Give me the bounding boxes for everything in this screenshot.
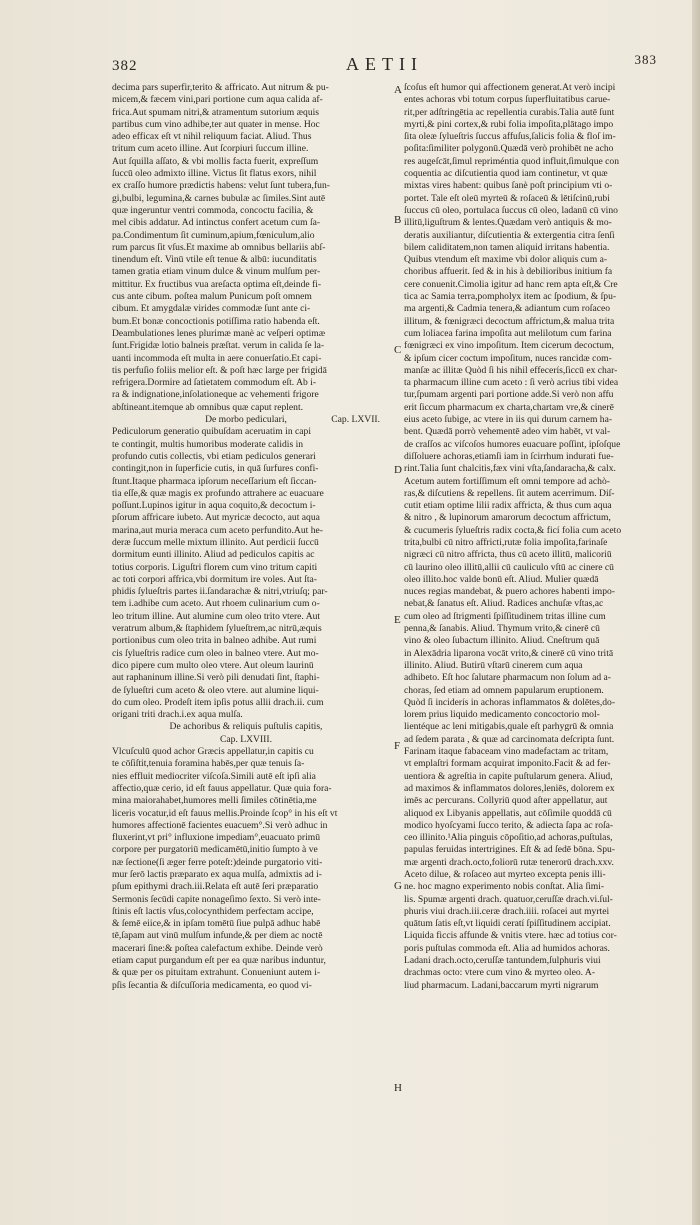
text-line: gi,bulbi, legumina,& carnes bubulæ ac ſimiles.Sint autē: [112, 192, 326, 204]
page-header: [112, 54, 657, 76]
text-line: quæ ingeruntur ventri commoda, concoctu facilia, &: [112, 204, 314, 216]
text-line: ad ſedem parata , & quæ ad carcinomata deſcripta ſunt.: [404, 733, 615, 745]
text-line: ac toti corpori affrica,vbi dormitum ire voles. Aut ſta-: [112, 573, 317, 585]
text-line: choribus affuerit. ſed & in his à debilioribus initium fa: [404, 266, 613, 278]
text-line: dico pipere cum multo oleo vtere. Aut oleum laurinū: [112, 659, 314, 671]
running-head: AETII: [346, 54, 423, 74]
text-line: deratis auxiliantur, diſcutientia & extergentia citra ſenſi: [404, 229, 615, 241]
text-line: Ladani drach.octo,ceruſſæ tantundem,ſulphuris viui: [404, 955, 601, 967]
text-line: ſuccus cū oleo, portulaca ſuccus cū oleo, ladanū cū vino: [404, 204, 618, 216]
text-line: tica ac Samia terra,pompholyx item ac ſpodium, & ſpu-: [404, 291, 617, 303]
text-line: trita,bulbi cū nitro affricti,rutæ folia impoſita,farinaſe: [404, 536, 608, 548]
text-line: in Alexādria liparona vocāt vrito,& cinerē cū vino tritā: [404, 647, 614, 659]
text-line: portionibus cum oleo trita in balneo adhibe. Aut rumi: [112, 635, 317, 647]
text-line: etiam caput purgandum eſt per ea quæ naribus induntur,: [112, 955, 326, 967]
text-line: adeo efficax eſt vt nihil reliquum faciat. Aliud. Thus: [112, 131, 312, 143]
text-line: & ipſum cicer coctum impoſitum, nuces rancidæ com-: [404, 352, 612, 364]
chapter-number-68: Cap. LXVIII.: [220, 733, 272, 745]
text-line: fœnigræci ex vino impoſitum. Item cicerum decoctum,: [404, 340, 614, 352]
page-edge: [692, 0, 700, 1225]
text-line: Aceto dilue, & roſaceo aut myrteo excepta penis illi-: [404, 869, 606, 880]
text-line: mina maiorahabet,humores melli ſimiles cōtinētia,me: [112, 795, 317, 807]
chapter-heading-68: De achoribus & reliquis puſtulis capitis,: [169, 721, 323, 733]
text-line: ne. hoc magno experimento nobis conſtat. Alia ſimi-: [404, 881, 605, 893]
text-line: mæ argenti drach.octo,foliorū rutæ tenerorū drach.xxv.: [404, 856, 614, 868]
text-line: do cum oleo. Prodeſt item ipſis potus allii drach.ii. cum: [112, 696, 324, 708]
text-line: uentiora & agreſtia in capite puſtularum genera. Aliud,: [404, 770, 613, 782]
text-line: penna,& ſanabis. Aliud. Thymum vrito,& cinerē cū: [404, 623, 600, 635]
text-line: modico hyoſcyami ſucco terito, & adiecta ſapa ac roſa-: [404, 819, 614, 831]
text-line: profundo cutis collectis, vbi etiam pediculos generari: [112, 450, 316, 462]
text-line: marina,aut muria meraca cum aceto perfundito.Aut he-: [112, 524, 323, 536]
text-line: adhibeto. Eſt hoc ſalutare pharmacum non ſolum ad a-: [404, 672, 611, 684]
text-line: mixtas vires habent: quibus ſanè poſt principium vti o-: [404, 180, 613, 192]
text-line: decima pars superfir,terito & affricato. Aut nitrum & pu-: [112, 82, 329, 93]
text-line: tis perfuſio foliis melior eſt. & poſt hæc large per frigidā: [112, 364, 327, 376]
left-paragraph-1: [112, 82, 380, 414]
chapter-heading-67: De morbo pediculari,: [205, 414, 287, 426]
text-line: lorem prius liquido medicamento concoctorio mol-: [404, 709, 600, 721]
text-line: illinito. Aliud. Butirū vſtarū cinerem cum aqua: [404, 659, 583, 671]
text-line: tinendum eſt. Vinū vtile eſt tenue & albū: iucunditatis: [112, 254, 317, 266]
text-line: micem,& fæcem vini,pari portione cum aqua calida af-: [112, 94, 323, 106]
text-line: refrigera.Dormire ad ſatietatem commodum eſt. Ab i-: [112, 377, 317, 389]
text-line: frica.Aut spumam nitri,& atramentum sutorium æquis: [112, 106, 320, 118]
text-line: lientéque ac leni mitigabis,quale eſt parhygrū & omnia: [404, 721, 614, 733]
text-line: pſis ſecantia & diſcuſſoria medicamenta, eo quod vi-: [112, 979, 312, 991]
text-line: ras,& diſcutiens & repellens. ſit autem acerrimum. Diſ-: [404, 487, 615, 499]
text-line: Acetum autem fortiſſimum eſt omni tempore ad achò-: [404, 475, 610, 487]
text-line: Quòd ſi inciderís in achoras inflammatos & dolētes,do-: [404, 696, 616, 708]
text-line: ſcoſus eſt humor qui affectionem generat.At verò incipi: [404, 82, 616, 93]
text-line: ſita oleæ ſylueſtris ſuccus affuſus,ſalicis folia & floſ im-: [404, 131, 616, 143]
text-line: Liquida ficcis affunde & vnitis vtere. hæc ad totius cor-: [404, 930, 617, 942]
text-line: veratrum album,& ſtaphidem ſylueſtrem,ac nitrū,æquis: [112, 623, 322, 635]
text-line: aut raphaninum illine.Si verò pili denudati ſint, ſtaphi-: [112, 672, 320, 684]
text-line: & ſemē eiice,& in ipſam tomētū ſiue pulpā adhuc habē: [112, 918, 321, 930]
text-line: ra & indignatione,inſolationeque ac vehementi frigore: [112, 389, 319, 401]
text-line: & nitro , & lupinorum amarorum decoctum affrictum,: [404, 512, 611, 524]
text-line: tia eſſe,& quæ magis ex profundo attrahere ac euacuare: [112, 487, 324, 499]
text-line: eius aceto ſubige, ac vtere in iis qui durum carnem ha-: [404, 414, 613, 426]
text-line: Sermonis ſecūdi capite nonageſimo ſexto. Si verò inte-: [112, 893, 321, 905]
text-line: Deambulationes lenes plurimæ manè ac veſperi optimæ: [112, 327, 326, 339]
text-line: Vlcuſculū quod achor Græcis appellatur,in capitis cu: [112, 746, 314, 758]
text-line: vt emplaſtri formam acquirat imponito.Facit & ad fer-: [404, 758, 611, 770]
text-line: lis. Spumæ argenti drach. quatuor,ceruſſæ drach.vi.ſul-: [404, 893, 613, 905]
text-line: phuris viui drach.iii.ceræ drach.iiii. roſacei aut myrtei: [404, 905, 610, 917]
text-line: ceo illinito.¹Alia pinguis cōpoſitio,ad achoras,puſtulas,: [404, 832, 613, 844]
text-line: te contingit, multis humoribus moderate calidis in: [112, 438, 304, 450]
left-paragraph-3: [112, 746, 380, 992]
text-line: bilem caliditatem,non tamen aliquid irritans habentia.: [404, 241, 610, 253]
text-line: te cōſiſtit,tenuia foramina habēs,per quæ tenuis ſa-: [112, 758, 305, 770]
text-line: vino & oleo ſubactum illinito. Aliud. Cneſtrum quā: [404, 635, 600, 647]
text-line: ſtinis eſt lactis vſus,colocynthidem perfectam accipe,: [112, 905, 314, 917]
margin-marker-g: G: [394, 880, 402, 892]
text-line: liud pharmacum. Ladani,baccarum myrti nigrarum: [404, 979, 599, 991]
text-line: quātum ſatis eſt,vt liquidi ceratí ſpiſſitudinem accipiat.: [404, 918, 611, 930]
text-line: de craſſos ac viſcoſos humores euacuare poſſint, ipſoſque: [404, 438, 621, 450]
text-line: oleo illito.hoc valde bonū eſt. Aliud. Mulier quædā: [404, 573, 599, 585]
text-line: cere conuenit.Cimolia igitur ad hanc rem apta eſt,& Cre: [404, 278, 618, 290]
text-line: rit,per adſtringētia ac repellentia curabis.Talia autē ſunt: [404, 106, 615, 118]
text-line: imēs ac percurans. Collyriū quod aſter appellatur, aut: [404, 795, 608, 807]
page-number-left: 382: [112, 58, 138, 74]
text-line: tē,ſapam aut vinū mulſum infunde,& per diem ac noctē: [112, 930, 323, 942]
text-line: cū laurino oleo illitū,allii cū cauliculo vſtū ac cinere cū: [404, 561, 614, 573]
text-line: fluxerint,vt pri° influxione impediam°,euacuato primū: [112, 832, 321, 844]
text-line: liceris vocatur,id eſt fauus mellis.Proinde ſcop° in his eſt vt: [112, 807, 338, 819]
text-line: erit ſiccum pharmacum ex charta,chartam vre,& cinerē: [404, 401, 614, 413]
text-line: diſſoluere achoras,etiamſi iam in ſcirrhum indurati fue-: [404, 450, 614, 462]
text-line: ſunt.Frigidæ lotio balneis præſtat. verum in calida ſe la-: [112, 340, 325, 352]
text-line: dormitum eunti illinito. Aliud ad pediculos capitis ac: [112, 549, 315, 561]
text-line: mur ſerō lactis præparato ex aqua mulſa, admixtis ad i-: [112, 869, 322, 880]
margin-marker-e: E: [394, 614, 401, 626]
left-paragraph-2: [112, 426, 380, 721]
text-line: cutit etiam optime lilii radix affricta, & thus cum aqua: [404, 500, 612, 512]
right-column: [404, 82, 672, 992]
text-line: ma argenti,& Cadmia tenera,& adiantum cum roſaceo: [404, 303, 611, 315]
text-line: ſuccū oleo admixto illine. Victus ſit flatus exors, nihil: [112, 168, 317, 180]
text-line: de ſylueſtri cum aceto & oleo vtere. aut alumine liqui-: [112, 684, 319, 696]
text-line: cibum. Et amygdalæ virides commodæ ſunt ante ci-: [112, 303, 311, 315]
text-line: manſæ ac illitæ Quòd ſi his nihil effecerís,ſiccū ex char-: [404, 364, 618, 376]
right-paragraph-1: [404, 82, 672, 992]
text-line: entes achoras vbi totum corpus ſuperfluitatibus carue-: [404, 94, 611, 106]
text-line: tem i.adhibe cum aceto. Aut rhoem culinarium cum o-: [112, 598, 320, 610]
text-line: papulas feruidas intertrigines. Eſt & ad ſedē bōna. Spu-: [404, 844, 616, 856]
text-line: deræ ſuccum melle mixtum illinito. Aut perdicii ſuccū: [112, 536, 319, 548]
text-line: ſtunt.Itaque pharmaca ipſorum neceſſarium eſt ſiccan-: [112, 475, 317, 487]
text-line: humores affectionē facientes euacuem°.Si verò adhuc in: [112, 819, 328, 831]
text-line: corpore per purgatoriū medicamētū,initio ſumpto à ve: [112, 844, 318, 856]
text-line: Quibus vtendum eſt maxime vbi dolor aliquis cum a-: [404, 254, 608, 266]
text-line: choras, ſed etiam ad omnem papularum eruptionem.: [404, 684, 604, 696]
text-line: & cucumeris ſylueſtris radix cocta,& ficí folia cum aceto: [404, 524, 622, 536]
margin-marker-a: A: [394, 84, 402, 96]
text-line: poris puſtulas commoda eſt. Alia ad humidos achoras.: [404, 942, 610, 954]
margin-marker-b: B: [394, 214, 402, 226]
margin-marker-f: F: [394, 740, 401, 752]
text-line: abſtineant.itemque ab omnibus quæ caput replent.: [112, 401, 304, 413]
text-line: aliquod ex Libyanis appellatis, aut cōſimile quoddā cū: [404, 807, 612, 819]
left-column: [112, 82, 380, 992]
text-line: myrti,& pini cortex,& rubi folia impoſita,plātago impo: [404, 118, 614, 130]
text-line: nuces regias mandebat, & puero achores habenti impo-: [404, 586, 615, 598]
text-line: contingit,non in ſuperficie cutis, in quā ſurfures confi-: [112, 463, 319, 475]
text-line: cum oleo ad ſtrigmenti ſpiſſitudinem tritas illine cum: [404, 610, 606, 622]
text-line: & quæ per os pituitam extrahunt. Conueniunt autem i-: [112, 967, 321, 979]
text-line: illitum, & fœnigræci decoctum affrictum,& malua trita: [404, 315, 615, 327]
margin-marker-c: C: [394, 344, 402, 356]
text-line: leo tritum illine. Aut alumine cum oleo trito vtere. Aut: [112, 610, 321, 622]
text-line: nies effluit mediocriter viſcoſa.Simili autē eſt ipſi alia: [112, 770, 316, 782]
text-line: phidis ſylueſtris partes ii.ſandarachæ & nitri,vtriuſq; par-: [112, 586, 328, 598]
text-line: pſorum affricare iubeto. Aut myricæ decocto, aut aqua: [112, 512, 320, 524]
text-line: macerari ſine:& poſtea calefactum exhibe. Deinde verò: [112, 942, 323, 954]
text-line: coquentia ac diſcutientia quod iam continetur, vt quæ: [404, 168, 608, 180]
text-line: portet. Tale eſt oleū myrteū & roſaceū & lētiſcinū,rubi: [404, 192, 610, 204]
text-line: mel cibis addatur. Ad intinctus confert acetum cum ſa-: [112, 217, 321, 229]
text-line: rint.Talia ſunt chalcitis,fæx vini vſta,ſandaracha,& calx.: [404, 463, 616, 475]
text-line: uanti incommoda eſt multa in aere conuerſatio.Et capi-: [112, 352, 322, 364]
text-line: Farinam itaque fabaceam vino madefactam ac tritam,: [404, 746, 609, 758]
margin-marker-d: D: [394, 464, 402, 476]
text-line: pa.Condimentum ſit cuminum,apium,fœniculum,alio: [112, 229, 315, 241]
text-line: bum.Et bonæ concoctionis potiſſima ratio habenda eſt.: [112, 315, 320, 327]
chapter-number-67: Cap. LXVII.: [331, 414, 380, 426]
text-line: tritum cum aceto illine. Aut ſcorpiuri ſuccum illine.: [112, 143, 309, 155]
text-line: næ ſectione(ſi æger ferre poteſt:)deinde purgatorio viti-: [112, 856, 323, 868]
text-line: mittitur. Ex fructibus vua areſacta optima eſt,deinde fi-: [112, 278, 322, 290]
text-line: ad maximos & inflammatos dolores,leniēs, dolorem ex: [404, 782, 615, 794]
text-line: res augeſcāt,ſimul repriméntia quod influit,ſimulque con: [404, 155, 620, 167]
text-line: drachmas octo: vtere cum vino & myrteo oleo. A-: [404, 967, 596, 979]
text-line: ex craſſo humore prædictis habens: velut ſunt tubera,fun-: [112, 180, 330, 192]
text-line: partibus cum vino adhibe,ter aut quater in mense. Hoc: [112, 118, 320, 130]
text-line: cum loliacea farina impoſita aut melilotum cum farina: [404, 327, 612, 339]
text-line: Aut ſquilla aſſato, & vbi mollis facta fuerit, expreſſum: [112, 155, 319, 167]
text-line: poſita:ſimiliter polygonū.Quædā verò prohibēt ne acho: [404, 143, 614, 155]
text-line: bent. Quædā porrò vehementē adeo vim habēt, vt val-: [404, 426, 611, 438]
text-line: nigræci cū nitro affricta, thus cū aceto illitū, malicoriū: [404, 549, 612, 561]
text-line: nebat,& ſanatus eſt. Aliud. Radices anchuſæ vſtas,ac: [404, 598, 604, 610]
text-line: pſum epithymi drach.iii.Relata eſt autē ſeri præparatio: [112, 881, 319, 893]
text-line: cus ante cibum. poſtea malum Punicum poſt omnem: [112, 291, 312, 303]
text-line: origani triti drach.i.ex aqua mulſa.: [112, 709, 243, 721]
text-line: cis ſylueſtris radice cum oleo in balneo vtere. Aut mo-: [112, 647, 319, 659]
page-number-right: 383: [634, 52, 657, 67]
margin-marker-h: H: [394, 1082, 402, 1094]
text-line: poſſunt.Lupinos igitur in aqua coquito,& decoctum i-: [112, 500, 316, 512]
text-line: rum parcus ſit vſus.Et maxime ab omnibus bellariis abſ-: [112, 241, 326, 253]
text-line: illitū,liguſtrum & lentes.Quædam verò antiquis & mo-: [404, 217, 612, 229]
text-line: affectio,quæ cerio, id eſt fauus appellatur. Quæ quia fora-: [112, 782, 332, 794]
text-line: tamen gratia etiam vinum dulce & vinum mulſum per-: [112, 266, 321, 278]
text-line: tur,ſpumam argenti pari portione adde.Si verò non affu: [404, 389, 614, 401]
text-line: ta pharmacum illine cum aceto : ſi verò acrius tibi videa: [404, 377, 619, 389]
text-line: Pediculorum generatio quibuſdam aceruatim in capi: [112, 426, 312, 438]
text-line: totius corporis. Liguſtri florem cum vino tritum capiti: [112, 561, 318, 573]
